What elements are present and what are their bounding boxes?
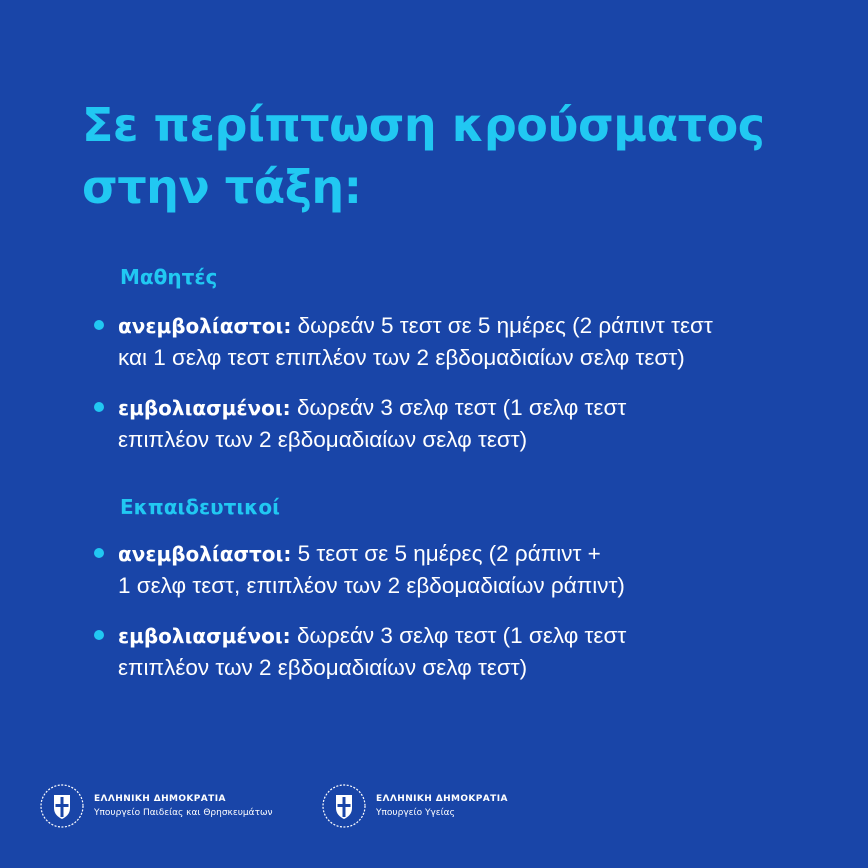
footer-ministry-name: Υπουργείο Υγείας (376, 808, 455, 818)
list-item-detail-continued: επιπλέον των 2 εβδομαδιαίων σελφ τεστ) (118, 655, 528, 680)
list-item-term: ανεμβολίαστοι: (118, 314, 292, 338)
footer-ministry-name: Υπουργείο Παιδείας και Θρησκευμάτων (94, 808, 273, 818)
list-item (94, 392, 814, 456)
list-item-detail: δωρεάν 5 τεστ σε 5 ημέρες (2 ράπιντ τεστ (291, 313, 713, 338)
greek-coat-of-arms-icon (322, 784, 366, 828)
page-title (82, 94, 822, 218)
greek-coat-of-arms-icon (40, 784, 84, 828)
footer-title: ΕΛΛΗΝΙΚΗ ΔΗΜΟΚΡΑΤΙΑ (94, 794, 226, 804)
list-item-text (118, 620, 626, 684)
list-item (94, 620, 814, 684)
list-item-detail: δωρεάν 3 σελφ τεστ (1 σελφ τεστ (290, 623, 627, 648)
list-item-term: ανεμβολίαστοι: (118, 542, 292, 566)
list-item-detail-continued: 1 σελφ τεστ, επιπλέον των 2 εβδομαδιαίων ράπιντ) (118, 573, 625, 598)
list-item-term: εμβολιασμένοι: (118, 396, 291, 420)
list-item-text (118, 538, 625, 602)
list-item (94, 538, 814, 602)
ministry-health-logo (322, 784, 508, 828)
bullet-icon (94, 630, 104, 640)
section-heading-teachers: Εκπαιδευτικοί (120, 495, 280, 519)
page-title-line-1: Σε περίπτωση κρούσματος (82, 98, 765, 152)
bullet-icon (94, 320, 104, 330)
ministry-education-logo (40, 784, 273, 828)
list-item (94, 310, 814, 374)
list-item-detail: 5 τεστ σε 5 ημέρες (2 ράπιντ + (291, 541, 601, 566)
list-item-detail-continued: και 1 σελφ τεστ επιπλέον των 2 εβδομαδιαίων σελφ τεστ) (118, 345, 685, 370)
footer-title: ΕΛΛΗΝΙΚΗ ΔΗΜΟΚΡΑΤΙΑ (376, 794, 508, 804)
bullet-icon (94, 548, 104, 558)
list-item-detail: δωρεάν 3 σελφ τεστ (1 σελφ τεστ (290, 395, 627, 420)
list-item-detail-continued: επιπλέον των 2 εβδομαδιαίων σελφ τεστ) (118, 427, 528, 452)
section-heading-students: Μαθητές (120, 265, 218, 289)
bullet-icon (94, 402, 104, 412)
page-title-line-2: στην τάξη: (82, 160, 362, 214)
list-item-text (118, 392, 626, 456)
list-item-term: εμβολιασμένοι: (118, 624, 291, 648)
list-item-text (118, 310, 713, 374)
